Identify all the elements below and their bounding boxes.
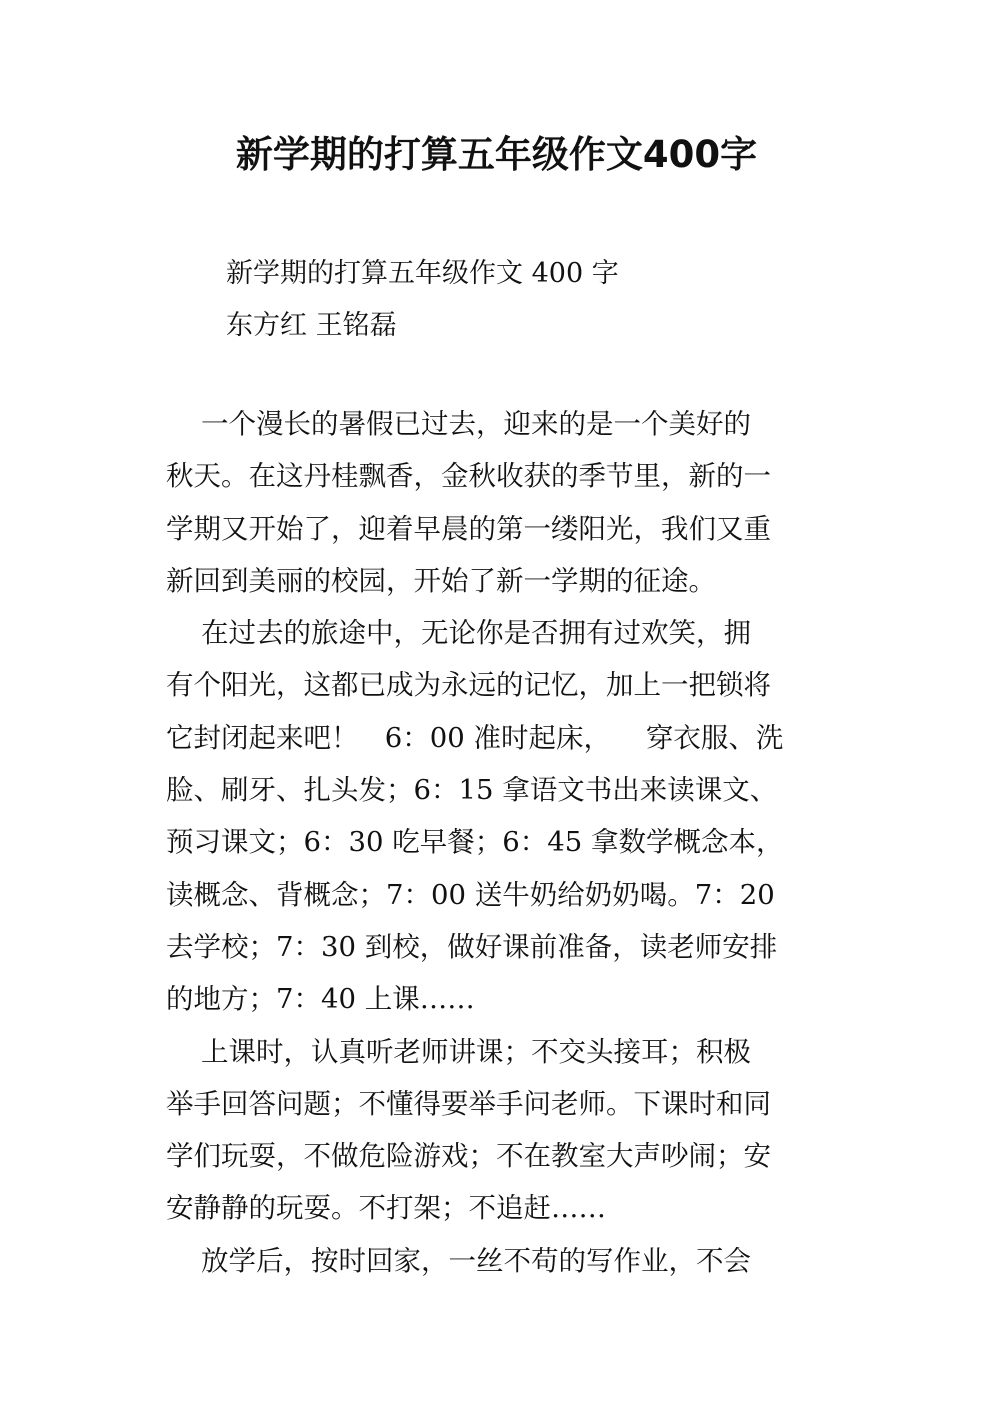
document-meta — [226, 248, 619, 352]
text-line: 秋天。在这丹桂飘香，金秋收获的季节里，新的一 — [166, 460, 771, 493]
text-line: 的地方；7：40 上课…… — [166, 983, 475, 1016]
text-line: 一个漫长的暑假已过去，迎来的是一个美好的 — [166, 408, 751, 440]
author: 东方红 王铭磊 — [226, 310, 397, 341]
text-line: 有个阳光，这都已成为永远的记忆，加上一把锁将 — [166, 669, 771, 702]
text-line: 去学校；7：30 到校，做好课前准备，读老师安排 — [166, 930, 778, 963]
text-line: 在过去的旅途中，无论你是否拥有过欢笑，拥 — [166, 617, 751, 650]
text-line: 安静静的玩耍。不打架；不追赶…… — [166, 1192, 606, 1225]
text-line: 举手回答问题；不懂得要举手问老师。下课时和同 — [166, 1087, 771, 1120]
text-line: 预习课文；6：30 吃早餐；6：45 拿数学概念本， — [166, 826, 784, 859]
document-title: 新学期的打算五年级作文400字 — [235, 133, 758, 176]
text-line: 学期又开始了，迎着早晨的第一缕阳光，我们又重 — [166, 512, 771, 545]
text-line: 它封闭起来吧！ 6：00 准时起床， 穿衣服、洗 — [166, 721, 784, 754]
subtitle: 新学期的打算五年级作文 400 字 — [226, 258, 619, 289]
text-line: 读概念、背概念；7：00 送牛奶给奶奶喝。7：20 — [166, 878, 775, 911]
text-line: 学们玩耍，不做危险游戏；不在教室大声吵闹；安 — [166, 1140, 771, 1173]
text-line: 新回到美丽的校园，开始了新一学期的征途。 — [166, 564, 716, 597]
text-line: 上课时，认真听老师讲课；不交头接耳；积极 — [166, 1035, 751, 1068]
text-line: 放学后，按时回家，一丝不苟的写作业，不会 — [166, 1244, 751, 1277]
document-body — [166, 398, 846, 1287]
text-line: 脸、刷牙、扎头发；6：15 拿语文书出来读课文、 — [166, 774, 778, 807]
